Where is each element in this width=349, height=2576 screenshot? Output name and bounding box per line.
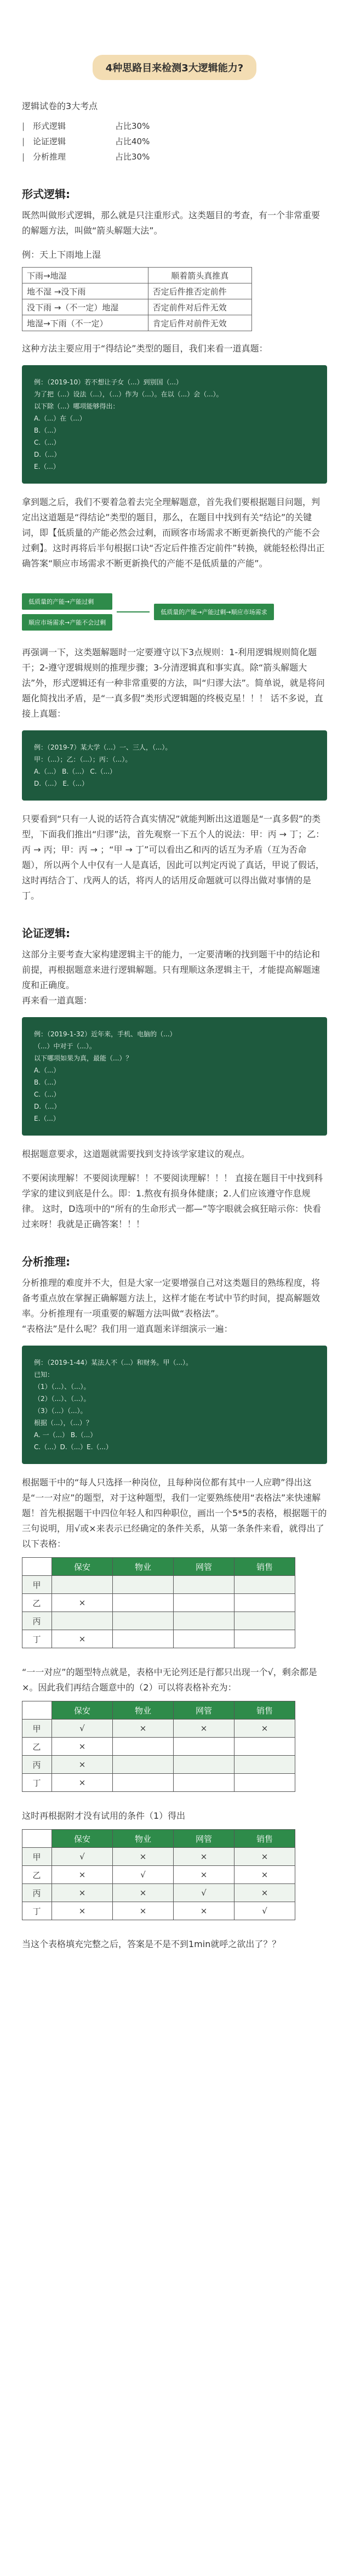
section-heading-analysis: 分析推理:	[22, 1255, 70, 1268]
paragraph: 拿到题之后，我们不要着急着去完全理解题意，首先我们要根据题目问题，判定出这道题是“得结论”类型的题目，那么，在题目中找到有关“结论”的关键词，即【低质量的产能必然会过剩，而顾客市场需求不断更新换代的产能不会过剩】。这时再将后半句根据口诀“否定后件推否定前件”转换，就能轻松得出正确答案“顺应市场需求不断更新换代的产能不是低质量的产能”。	[22, 497, 325, 569]
list-item: | 形式逻辑 占比30%	[22, 121, 150, 131]
table-row: 丁 × × × √	[22, 1902, 295, 1920]
article-body	[0, 99, 349, 1952]
question-card: 例：（2019-1-44）某法人不（...）和财务。甲（...）。 已知： （1）（...）、（...）。 （2）（...）、（...）。 （3）（...）（...）。 根据（...），（...）？ A. 一（...） B.（...） C.（...）D.（...）E.（...）	[22, 1346, 327, 1464]
paragraph: 分析推理的难度并不大，但是大家一定要增强自己对这类题目的熟练程度，将备考重点放在掌握正确解题方法上，这样才能在考试中节约时间，提高解题效率。分析推理有一项重要的解题方法叫做“表格法”。	[22, 1278, 321, 1319]
table-header-row: 保安 物业 网管 销售	[22, 1701, 295, 1720]
paragraph: 既然叫做形式逻辑，那么就是只注重形式。这类题目的考查，有一个非常重要的解题方法，叫做“箭头解题大法”。	[22, 210, 321, 236]
logic-diagram	[22, 593, 327, 631]
table-row: 丙 × × √ ×	[22, 1884, 295, 1902]
paragraph: 这部分主要考查大家构建逻辑主干的能力，一定要清晰的找到题干中的结论和前提，再根据题意来进行逻辑解题。只有理顺这条逻辑主干，才能提高解题速度和正确度。	[22, 949, 321, 990]
answer-grid-2	[22, 1701, 295, 1792]
diagram-box: 低质量的产能→产能过剩→顺应市场需求	[154, 604, 273, 620]
example-label: 例：天上下雨地上湿	[22, 249, 101, 260]
paragraph: 只要看到“只有一人说的话符合真实情况”就能判断出这道题是“一真多假”的类型，下面我们推出“归谬”法，首先观察一下五个人的说法：甲：丙 → 丁；乙：丙 → 丙；甲：丙 → ；“甲 → 丁”可以看出乙和丙的话互为矛盾（互为否命题），所以两个人中仅有一人是真话，因此可以判定丙说了真话，甲说了假话，这时再结合丁、戊两人的话，将丙人的话用反命题就可以得出做对事情的是丁。	[22, 814, 325, 901]
table-row: 地不湿 →没下雨 否定后件推否定前件	[22, 283, 252, 299]
table-row: 甲 √ × × ×	[22, 1848, 295, 1866]
table-row: 丁 ×	[22, 1630, 295, 1648]
paragraph: 这种方法主要应用于“得结论”类型的题目，我们来看一道真题：	[22, 343, 268, 354]
diagram-connector	[117, 611, 150, 612]
table-header-row: 保安 物业 网管 销售	[22, 1830, 295, 1848]
section-heading-argument: 论证逻辑:	[22, 927, 70, 940]
paragraph: “表格法”是什么呢？我们用一道真题来详细演示一遍：	[22, 1324, 233, 1334]
table-row: 乙 ×	[22, 1594, 295, 1612]
paragraph: 这时再根据附才没有试用的条件（1）得出	[22, 1811, 186, 1821]
paragraph: 再来看一道真题：	[22, 995, 93, 1006]
paragraph: “一一对应”的题型特点就是，表格中无论列还是行都只出现一个√，剩余都是×。因此我们再结合题意中的（2）可以将表格补充为：	[22, 1667, 317, 1693]
title-area	[0, 0, 349, 80]
paragraph: 根据题干中的“每人只选择一种岗位，且每种岗位都有其中一人应聘”得出这是“一一对应”的题型，对于这种题型，我们一定要熟练使用“表格法”来快速解题！首先根据题干中四位年轻人和四种职位，画出一个5*5的表格，根据题干的三句说明，用√或×来表示已经确定的条件关系，从第一条条件来看，就得出了以下表格：	[22, 1477, 327, 1549]
table-header-row: 保安 物业 网管 销售	[22, 1558, 295, 1576]
diagram-box: 低质量的产能→产能过剩	[22, 593, 112, 610]
table-row: 甲	[22, 1576, 295, 1594]
paragraph: 再强调一下，这类题解题时一定要遵守以下3点规则：1-利用逻辑规则简化题干；2-遵守逻辑规则的推理步骤；3-分清逻辑真和事实真。除“箭头解题大法”外，形式逻辑还有一种非常重要的方法，叫“归谬大法”。简单说，就是将问题化简找出矛盾，是“一真多假”类形式逻辑题的终极克星！！！ 话不多说，直接上真题：	[22, 647, 325, 719]
list-item: | 分析推理 占比30%	[22, 152, 150, 162]
page-title: 4种思路目来检测3大逻辑能力?	[93, 55, 257, 80]
section-heading-formal: 形式逻辑:	[22, 188, 70, 201]
paragraph: 根据题意要求，这道题就需要找到支持该学家建议的观点。	[22, 1149, 250, 1159]
table-row: 地湿→下雨（不一定） 肯定后件对前件无效	[22, 315, 252, 331]
diagram-box: 顺应市场需求→产能不会过剩	[22, 614, 112, 631]
answer-grid-3	[22, 1829, 295, 1920]
table-row: 甲 √ × × ×	[22, 1720, 295, 1738]
table-row: 乙 × √ × ×	[22, 1866, 295, 1884]
paragraph: 当这个表格填充完整之后，答案是不是不到1min就呼之欲出了？？	[22, 1939, 281, 1949]
table-row: 没下雨 →（不一定）地湿 否定前件对后件无效	[22, 299, 252, 315]
list-item: | 论证逻辑 占比40%	[22, 137, 150, 146]
points-list	[22, 118, 327, 164]
question-card: 例：（2019-7）某大学（...）一、三人，（...）。 甲：（...）；乙：（...）；丙：（...）。 A.（...） B.（...） C.（...） D.（...） E.（...）	[22, 730, 327, 801]
paragraph: 不要闲读理解！不要阅读理解！！不要阅读理解！！！ 直接在题目干中找到科学家的建议到底是什么。即：1.熬夜有损身体健康；2.人们应该遵守作息规律。 这时，D选项中的“所有的生命形式一都—”等字眼就会疯狂暗示你：快看过来呀！我就是正确答案！！！	[22, 1173, 323, 1229]
table-row: 丙	[22, 1612, 295, 1630]
answer-grid-1	[22, 1557, 295, 1648]
question-card: 例：（2019-10）若不想让子女（...）到别国（...） 为了把（...）设法（...），（...）作为（...）。在以（...）会（...）。 以下除（...）哪项能够得出： A.（...）在（...） B.（...） C.（...） D.（...） E.（...）	[22, 365, 327, 484]
table-row: 乙 ×	[22, 1738, 295, 1756]
table-row: 下雨→地湿 顺着箭头真推真	[22, 268, 252, 283]
table-row: 丁 ×	[22, 1774, 295, 1792]
question-card: 例：（2019-1-32）近年来，手机、电脑的（...） （...）中对于（...）。 以下哪项如果为真，最能（...）？ A.（...） B.（...） C.（...） D.（...） E.（...）	[22, 1017, 327, 1136]
table-row: 丙 ×	[22, 1756, 295, 1774]
intro-text: 逻辑试卷的3大考点	[22, 101, 98, 111]
logic-table	[22, 267, 252, 331]
